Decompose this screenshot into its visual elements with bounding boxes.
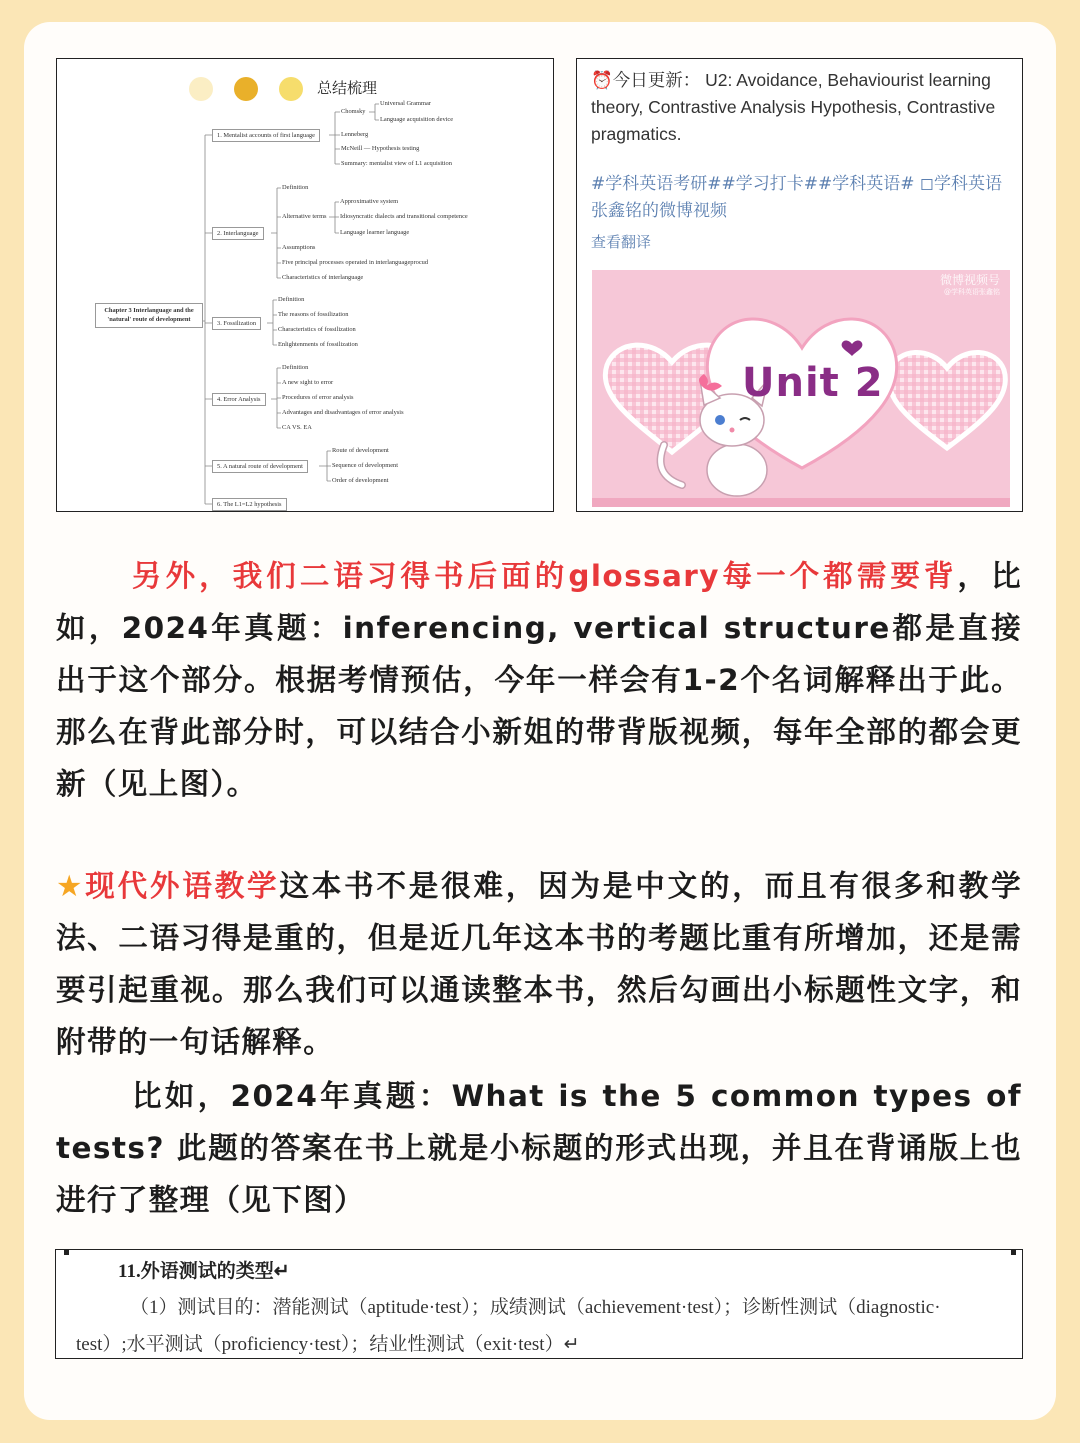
leaf: CA VS. EA (282, 424, 312, 431)
leaf: Approximative system (340, 198, 399, 205)
leaf: Procedures of error analysis (282, 394, 354, 401)
highlight-red: 现代外语教学 (85, 869, 280, 903)
mindmap-image (56, 58, 554, 512)
leaf: The reasons of fossilization (278, 311, 349, 318)
branch-2: 2. Interlanguage (212, 227, 264, 240)
leaf: Assumptions (282, 244, 316, 251)
leaf: A new sight to error (282, 379, 334, 386)
leaf: McNeill — Hypothesis testing (341, 145, 420, 152)
weibo-hashtags[interactable]: #学科英语考研##学习打卡##学科英语# ◻学科英语张鑫铭的微博视频 (591, 174, 1002, 221)
star-icon: ★ (56, 869, 86, 903)
doc-heading: 11.外语测试的类型↵ (118, 1261, 290, 1282)
leaf: Lenneberg (341, 131, 369, 138)
leaf: Definition (278, 296, 305, 303)
mindmap-title: 总结梳理 (317, 79, 378, 97)
document-excerpt (55, 1249, 1023, 1359)
leaf: Route of development (332, 447, 389, 454)
post-body: U2: Avoidance, Behaviourist learning theory, Contrastive Analysis Hypothesis, Contrastive pragmatics. (591, 70, 996, 144)
branch-4: 4. Error Analysis (212, 393, 266, 406)
leaf: Five principal processes operated in interlanguageprocud (282, 259, 429, 266)
watermark-sub: @学科英语张鑫铭 (944, 288, 1000, 296)
doc-line-1: （1）测试目的：潜能测试（aptitude·test）；成绩测试（achievement·test）；诊断性测试（diagnostic· (130, 1297, 941, 1318)
leaf: Characteristics of interlanguage (282, 274, 364, 281)
leaf: Characteristics of fossilization (278, 326, 356, 333)
leaf: Enlightenments of fossilization (278, 341, 358, 348)
video-watermark (940, 274, 1000, 298)
branch-3: 3. Fossilization (212, 317, 261, 330)
highlight-red: 另外，我们二语习得书后面的glossary每一个都需要背 (132, 559, 958, 593)
weibo-screenshot (576, 58, 1023, 512)
video-title: Unit 2 (742, 360, 884, 406)
leaf: Chomsky (341, 108, 366, 115)
leaf: Language acquisition device (380, 116, 454, 123)
alarm-clock-icon: ⏰ (591, 70, 613, 90)
leaf: Universal Grammar (380, 100, 431, 107)
branch-5: 5. A natural route of development (212, 460, 308, 473)
leaf: Summary: mentalist view of L1 acquisition (341, 160, 452, 167)
post-prefix: 今日更新： (612, 70, 701, 90)
leaf: Idiosyncratic dialects and transitional competence (340, 213, 468, 220)
branch-1: 1. Mentalist accounts of first language (212, 129, 320, 142)
leaf: Advantages and disadvantages of error analysis (282, 409, 404, 416)
leaf: Definition (282, 364, 309, 371)
weibo-post-text (591, 67, 1011, 148)
corner-mark (64, 1250, 69, 1255)
translate-link[interactable]: 查看翻译 (591, 233, 652, 251)
paragraph-modern-teaching (56, 860, 1022, 1068)
leaf: Definition (282, 184, 309, 191)
leaf: Sequence of development (332, 462, 399, 469)
paragraph-text: 这本书不是很难，因为是中文的，而且有很多和教学法、二语习得是重的，但是近几年这本书的考题比重有所增加，还是需要引起重视。那么我们可以通读整本书，然后勾画出小标题性文字，和附带的一句话解释。 (56, 869, 1022, 1059)
paragraph-glossary (56, 550, 1022, 810)
leaf: Language learner language (340, 229, 410, 236)
branch-6: 6. The L1=L2 hypothesis (212, 498, 287, 511)
paragraph-text: ，比如，2024年真题：inferencing, vertical structure都是直接出于这个部分。根据考情预估，今年一样会有1-2个名词解释出于此。那么在背此部分时，可以结合小新姐的带背版视频，每年全部的都会更新（见上图）。 (56, 559, 1022, 801)
doc-line-2: test）;水平测试（proficiency·test）；结业性测试（exit·test）↵ (76, 1334, 580, 1355)
paragraph-example: 比如，2024年真题：What is the 5 common types of tests? 此题的答案在书上就是小标题的形式出现，并且在背诵版上也进行了整理（见下图） (56, 1079, 1022, 1217)
corner-mark (1011, 1250, 1016, 1255)
mindmap-connectors (57, 59, 553, 511)
mindmap-root: Chapter 3 Interlanguage and the 'natural' route of development (95, 303, 203, 328)
leaf: Alternative terms (282, 213, 327, 220)
leaf: Order of development (332, 477, 389, 484)
watermark-text: 微博视频号 (939, 273, 1000, 287)
video-thumbnail[interactable] (592, 270, 1010, 507)
